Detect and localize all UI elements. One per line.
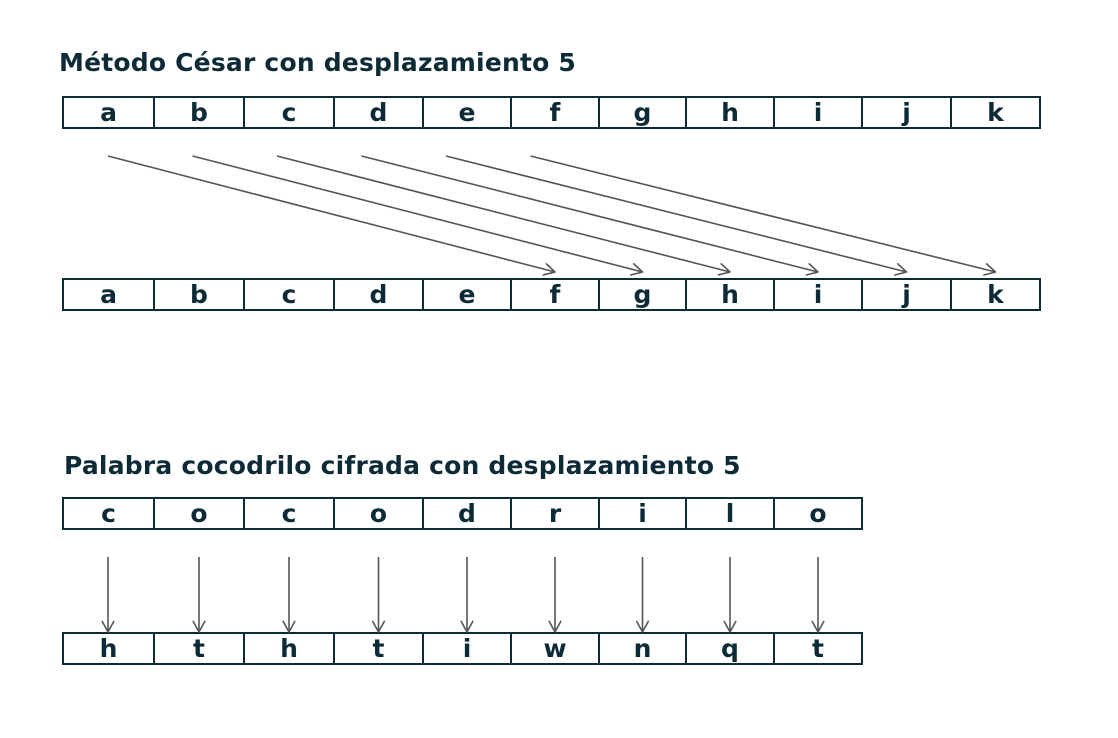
caesar-method-title: Método César con desplazamiento 5 [59, 48, 577, 77]
shift-arrow-a-to-f [108, 156, 555, 275]
shifted-letter-cell-i: i [773, 278, 863, 311]
plain-letter-cell-o: o [773, 497, 863, 530]
cipher-arrow-c-to-h [102, 557, 114, 632]
cipher-letter-cell-t: t [333, 632, 424, 665]
original-letter-cell-e: e [422, 96, 512, 129]
plain-letter-cell-o: o [333, 497, 424, 530]
shifted-letter-cell-e: e [422, 278, 512, 311]
shifted-letter-cell-b: b [153, 278, 245, 311]
shifted-letter-cell-a: a [62, 278, 155, 311]
cipher-letter-cell-q: q [685, 632, 775, 665]
original-letter-cell-h: h [685, 96, 775, 129]
shifted-letter-cell-j: j [861, 278, 952, 311]
shift-arrow-e-to-j [446, 156, 907, 275]
original-letter-cell-f: f [510, 96, 600, 129]
shift-arrow-c-to-h [277, 156, 730, 275]
original-letter-cell-c: c [243, 96, 335, 129]
shifted-letter-cell-k: k [950, 278, 1041, 311]
shift-arrow-b-to-g [193, 156, 643, 275]
plain-letter-cell-o: o [153, 497, 245, 530]
original-letter-cell-a: a [62, 96, 155, 129]
cipher-letter-cell-t: t [773, 632, 863, 665]
cipher-arrow-o-to-t [193, 557, 205, 632]
original-letter-cell-d: d [333, 96, 424, 129]
plain-letter-cell-l: l [685, 497, 775, 530]
cipher-letter-cell-h: h [62, 632, 155, 665]
shift-arrow-f-to-k [531, 156, 996, 275]
original-letter-cell-j: j [861, 96, 952, 129]
cipher-arrow-i-to-n [637, 557, 649, 632]
plain-letter-cell-c: c [62, 497, 155, 530]
original-letter-cell-b: b [153, 96, 245, 129]
shifted-letter-cell-h: h [685, 278, 775, 311]
plain-letter-cell-c: c [243, 497, 335, 530]
plain-letter-cell-i: i [598, 497, 687, 530]
shifted-letter-cell-g: g [598, 278, 687, 311]
cipher-arrow-c-to-h [283, 557, 295, 632]
plain-letter-cell-r: r [510, 497, 600, 530]
cipher-arrow-l-to-q [724, 557, 736, 632]
original-letter-cell-g: g [598, 96, 687, 129]
shifted-letter-cell-d: d [333, 278, 424, 311]
shifted-letter-cell-f: f [510, 278, 600, 311]
cipher-letter-cell-h: h [243, 632, 335, 665]
cipher-letter-cell-w: w [510, 632, 600, 665]
plain-letter-cell-d: d [422, 497, 512, 530]
cipher-letter-cell-n: n [598, 632, 687, 665]
cipher-arrow-r-to-w [549, 557, 561, 632]
cipher-letter-cell-t: t [153, 632, 245, 665]
shifted-letter-cell-c: c [243, 278, 335, 311]
cipher-arrow-d-to-i [461, 557, 473, 632]
original-letter-cell-k: k [950, 96, 1041, 129]
cipher-word-title: Palabra cocodrilo cifrada con desplazamiento 5 [64, 451, 741, 480]
original-letter-cell-i: i [773, 96, 863, 129]
cipher-arrow-o-to-t [373, 557, 385, 632]
shift-arrow-d-to-i [362, 156, 819, 275]
cipher-letter-cell-i: i [422, 632, 512, 665]
cipher-arrow-o-to-t [812, 557, 824, 632]
